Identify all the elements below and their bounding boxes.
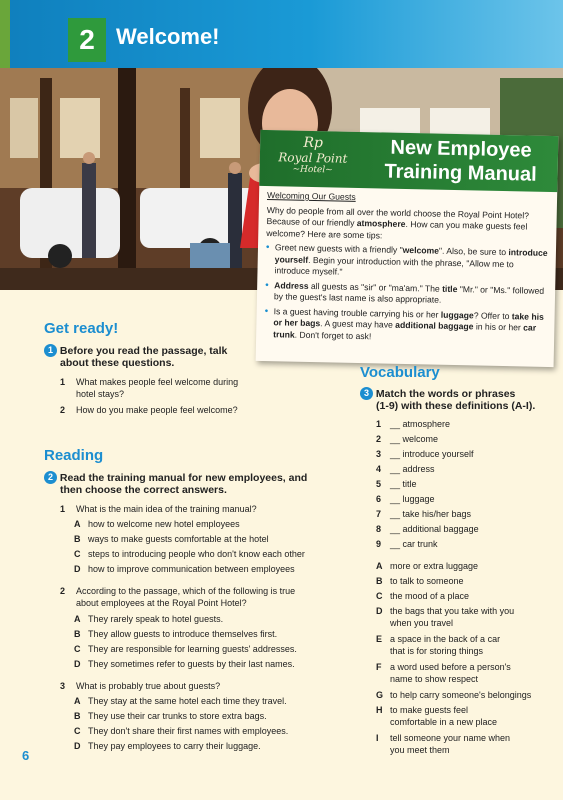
tip-text: all guests as "sir" or "ma'am." The [308,280,443,294]
answer-option[interactable] [74,548,305,560]
tip-key-term: title [442,283,458,294]
option-text: steps to introducing people who don't know each other [88,549,305,559]
option-text: They pay employees to carry their luggage. [88,741,261,751]
vocab-word[interactable] [376,508,471,520]
word-number: 9 [376,539,382,549]
question-text: How do you make people feel welcome? [76,405,238,415]
definition-text: to talk to someone [390,576,464,586]
tip-text: ". Also, be sure to [438,245,509,258]
get-ready-task [44,344,227,358]
tip-key-term: Address [274,279,309,291]
definition-text: a space in the back of a car [390,634,501,644]
tip-key-term: welcome [402,244,440,256]
logo-monogram: Rp [303,134,324,152]
word-text: __ title [390,479,417,489]
definition-text: to make guests feel [390,705,469,715]
manual-title-line1: New Employee [390,136,532,162]
option-letter: C [74,549,81,559]
vocab-word[interactable] [376,433,438,445]
option-letter: B [74,711,81,721]
manual-tip [264,306,547,346]
word-number: 1 [376,419,382,429]
option-letter: D [74,741,81,751]
unit-number: 2 [68,18,106,62]
option-text: They rarely speak to hotel guests. [88,614,224,624]
header-accent-bar [0,0,10,70]
tip-key-term: take his or her bags [273,310,544,329]
answer-option[interactable] [74,643,297,655]
manual-body [264,190,549,349]
tip-text: . A guest may have [320,318,396,330]
vocab-word[interactable] [376,523,479,535]
definition-text-cont: when you travel [390,618,454,628]
vocab-word[interactable] [376,538,438,550]
task-instruction-line2: (1-9) with these definitions (A-I). [376,400,536,412]
question-text: What is the main idea of the training manual? [76,504,257,514]
option-text: They sometimes refer to guests by their last names. [88,659,295,669]
definition-text: the mood of a place [390,591,470,601]
reading-task [44,471,307,485]
definition-text: more or extra luggage [390,561,479,571]
manual-title [367,135,554,187]
option-letter: C [74,726,81,736]
word-number: 7 [376,509,382,519]
training-manual-card [256,130,559,367]
definition-text: the bags that you take with you [390,606,515,616]
word-text: __ atmosphere [390,419,451,429]
intro-key-term: atmosphere [356,217,406,229]
question-text: According to the passage, which of the following is true [76,586,296,596]
answer-option[interactable] [74,710,267,722]
definition-text: tell someone your name when [390,733,511,743]
tip-key-term: car trunk [273,322,537,340]
question-number: 3 [60,681,66,691]
definition-letter: A [376,561,383,571]
task-instruction-line1: Before you read the passage, talk [59,345,228,357]
word-text: __ welcome [390,434,439,444]
vocab-word[interactable] [376,418,450,430]
get-ready-heading: Get ready! [44,320,119,337]
question-number: 2 [60,586,66,596]
definition-text-cont: that is for storing things [390,646,484,656]
answer-option[interactable] [74,563,295,575]
option-letter: B [74,629,81,639]
tip-key-term: additional baggage [395,319,474,332]
option-letter: A [74,519,81,529]
answer-option[interactable] [74,533,269,545]
task-instruction-line2: then choose the correct answers. [60,484,227,496]
word-text: __ car trunk [390,539,438,549]
tip-text: ? Offer to [473,309,512,321]
task-instruction-line2: about these questions. [60,357,175,369]
option-letter: A [74,696,81,706]
task-instruction-line1: Read the training manual for new employees, and [59,472,308,484]
tip-text: Is a guest having trouble carrying his or her [273,305,441,320]
question-text-cont: about employees at the Royal Point Hotel? [76,598,247,608]
reading-heading: Reading [44,447,104,464]
tip-text: "Mr." or "Ms." followed by the guest's last name is also appropriate. [273,283,545,305]
unit-title: Welcome! [116,24,220,49]
answer-option[interactable] [74,518,240,530]
tip-key-term: introduce yourself [274,247,548,265]
definition-text-cont: name to show respect [390,674,479,684]
word-number: 4 [376,464,382,474]
tip-key-term: luggage [440,309,474,320]
vocab-word[interactable] [376,448,474,460]
word-number: 2 [376,434,382,444]
answer-option[interactable] [74,725,288,737]
task-number-badge: 2 [44,471,57,484]
vocab-word[interactable] [376,463,435,475]
answer-option[interactable] [74,658,295,670]
definition-letter: F [376,662,382,672]
answer-option[interactable] [74,628,277,640]
option-text: They use their car trunks to store extra bags. [88,711,267,721]
option-letter: B [74,534,81,544]
definition-text: a word used before a person's [390,662,511,672]
word-text: __ take his/her bags [390,509,472,519]
logo-name: Royal Point [278,150,348,166]
question-text: What is probably true about guests? [76,681,221,691]
tip-text: . Don't forget to ask! [294,329,372,341]
word-text: __ luggage [390,494,435,504]
logo-sub: ~Hotel~ [292,164,333,176]
definition-letter: H [376,705,383,715]
option-letter: D [74,659,81,669]
definition-letter: D [376,606,383,616]
task-number-badge: 1 [44,344,57,357]
definition-letter: C [376,591,383,601]
option-text: how to welcome new hotel employees [88,519,240,529]
definition-letter: E [376,634,383,644]
question-number: 1 [60,504,66,514]
intro-text: Why do people from all over the world choose the Royal Point Hotel? Because of our friendly [266,204,530,228]
option-letter: D [74,564,81,574]
manual-header [259,130,558,192]
tip-text: in his or her [473,321,524,333]
option-text: They don't share their first names with employees. [88,726,289,736]
word-number: 5 [376,479,382,489]
manual-intro [266,205,549,245]
question-text-cont: hotel stays? [76,389,125,399]
vocabulary-heading: Vocabulary [360,364,440,381]
answer-option[interactable] [74,613,223,625]
option-letter: A [74,614,81,624]
manual-tip [265,280,547,309]
manual-subheading: Welcoming Our Guests [266,190,356,202]
option-text: They allow guests to introduce themselves first. [88,629,278,639]
definition-text: to help carry someone's belongings [390,690,532,700]
option-text: They are responsible for learning guests' addresses. [88,644,297,654]
word-text: __ address [390,464,435,474]
manual-tips-list [264,242,548,346]
word-number: 3 [376,449,382,459]
option-letter: C [74,644,81,654]
definition-letter: I [376,733,379,743]
intro-text: . How can you make guests feel welcome? Here are some tips: [266,218,528,240]
vocab-word[interactable] [376,478,417,490]
question-number: 2 [60,405,66,415]
word-text: __ additional baggage [390,524,479,534]
answer-option[interactable] [74,695,287,707]
task-instruction-line1: Match the words or phrases [375,388,516,400]
option-text: how to improve communication between employees [88,564,295,574]
option-text: ways to make guests comfortable at the hotel [88,534,269,544]
definition-letter: B [376,576,383,586]
tip-text: . Begin your introduction with the phrase, "Allow me to introduce myself." [274,254,514,277]
vocabulary-task [360,387,515,401]
hotel-logo [265,134,360,184]
task-number-badge: 3 [360,387,373,400]
definition-letter: G [376,690,384,700]
option-text: They stay at the same hotel each time they travel. [88,696,287,706]
manual-title-line2: Training Manual [384,160,537,186]
question-number: 1 [60,377,66,387]
tip-text: Greet new guests with a friendly " [274,242,403,255]
word-number: 6 [376,494,382,504]
question-text: What makes people feel welcome during [76,377,239,387]
word-number: 8 [376,524,382,534]
manual-tip [265,242,548,282]
page-number: 6 [22,748,30,763]
vocab-word[interactable] [376,493,435,505]
word-text: __ introduce yourself [390,449,474,459]
definition-text-cont: you meet them [390,745,450,755]
answer-option[interactable] [74,740,261,752]
definition-text-cont: comfortable in a new place [390,717,498,727]
